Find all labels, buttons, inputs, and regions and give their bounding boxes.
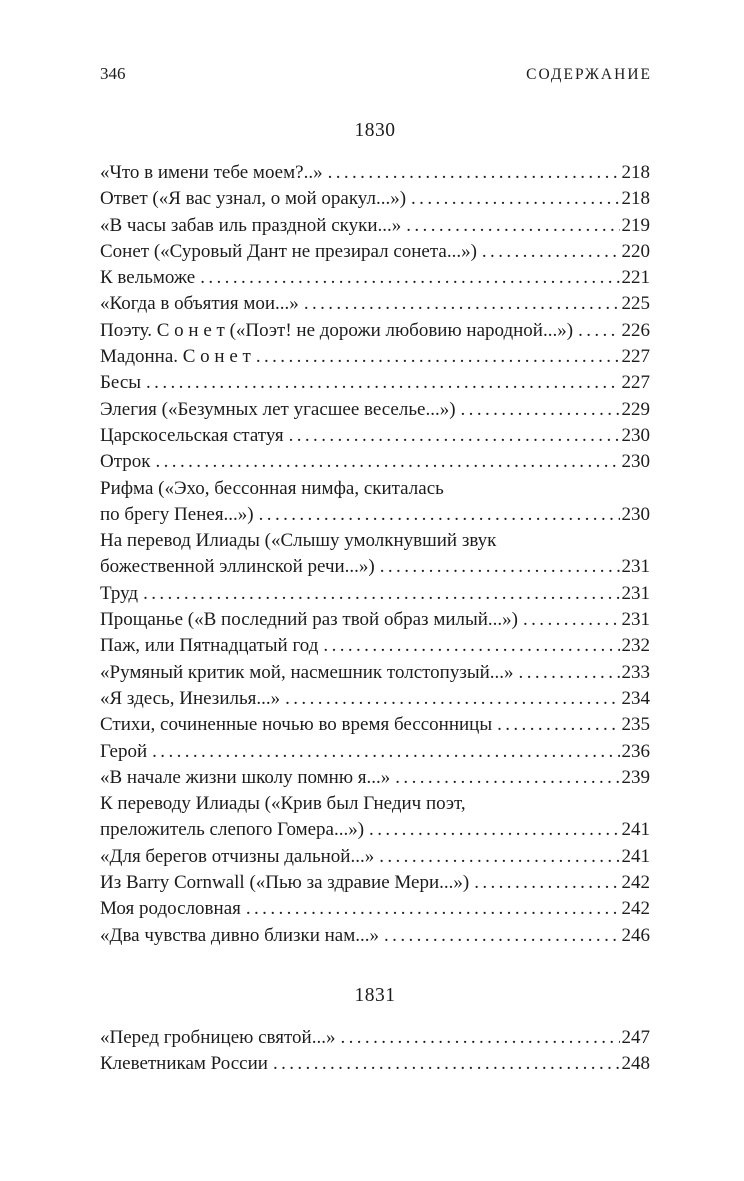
entry-page-number: 246	[621, 924, 650, 946]
toc-entry	[100, 765, 650, 791]
dot-leader	[156, 449, 620, 475]
toc-entry	[100, 660, 650, 686]
page-header	[100, 64, 650, 84]
toc-entry-row	[100, 686, 650, 712]
entry-page-number: 248	[621, 1053, 650, 1075]
entries-list	[100, 160, 650, 949]
toc-entry-row	[100, 896, 650, 922]
entry-page-number: 227	[621, 372, 650, 394]
entry-page-number: 233	[621, 661, 650, 683]
toc-entry	[100, 265, 650, 291]
toc-entry	[100, 186, 650, 212]
entry-page-number: 219	[621, 214, 650, 236]
toc-entry-text: по брегу Пенея...»)	[100, 503, 254, 525]
toc-entry-row	[100, 265, 650, 291]
dot-leader	[273, 1051, 620, 1077]
toc-entry-text: «Я здесь, Инезилья...»	[100, 687, 281, 709]
toc-entry	[100, 791, 650, 844]
entry-page-number: 236	[621, 740, 650, 762]
toc-entry	[100, 423, 650, 449]
toc-entry-row	[100, 397, 650, 423]
toc-entry-text: Труд	[100, 582, 139, 604]
entry-page-number: 242	[621, 898, 650, 920]
toc-entry-text: «Два чувства дивно близки нам...»	[100, 924, 380, 946]
toc-entry-text: Отрок	[100, 451, 151, 473]
year-heading: 1831	[354, 984, 396, 1006]
toc-entry-text: Паж, или Пятнадцатый год	[100, 635, 319, 657]
entry-page-number: 242	[621, 872, 650, 894]
entry-page-number: 231	[621, 556, 650, 578]
toc-entry-row	[100, 344, 650, 370]
dot-leader	[369, 817, 619, 843]
toc-entry-row	[100, 844, 650, 870]
toc-entry-text: «В часы забав иль праздной скуки...»	[100, 214, 402, 236]
toc-entry	[100, 528, 650, 581]
toc-entry	[100, 712, 650, 738]
toc-entry-row	[100, 765, 650, 791]
toc-entry-text: На перевод Илиады («Слышу умолкнувший звук	[100, 530, 497, 552]
toc-entry-row	[100, 581, 650, 607]
entry-page-number: 231	[621, 609, 650, 631]
toc-entry	[100, 160, 650, 186]
toc-entry	[100, 344, 650, 370]
dot-leader	[323, 633, 619, 659]
toc-entry-text: «В начале жизни школу помню я...»	[100, 766, 391, 788]
dot-leader	[497, 712, 619, 738]
toc-entry	[100, 923, 650, 949]
toc-entry-row	[100, 1051, 650, 1077]
toc-entry	[100, 370, 650, 396]
toc-entry-row	[100, 423, 650, 449]
dot-leader	[256, 344, 620, 370]
dot-leader	[578, 318, 619, 344]
toc-entry	[100, 318, 650, 344]
toc-entry-row	[100, 1025, 650, 1051]
page-number: 346	[100, 64, 126, 83]
dot-leader	[146, 370, 619, 396]
entry-page-number: 229	[621, 398, 650, 420]
dot-leader	[379, 844, 619, 870]
toc-entry-text: «Когда в объятия мои...»	[100, 293, 299, 315]
entry-page-number: 220	[621, 240, 650, 262]
dot-leader	[380, 554, 620, 580]
running-title: СОДЕРЖАНИЕ	[526, 66, 652, 83]
toc-entry	[100, 607, 650, 633]
dot-leader	[482, 239, 620, 265]
dot-leader	[340, 1025, 619, 1051]
entry-page-number: 232	[621, 635, 650, 657]
toc-entry-row	[100, 739, 650, 765]
dot-leader	[461, 397, 620, 423]
dot-leader	[285, 686, 619, 712]
toc-entry-text: преложитель слепого Гомера...»)	[100, 819, 365, 841]
toc-entry-text: Стихи, сочиненные ночью во время бессонницы	[100, 714, 493, 736]
entry-page-number: 221	[621, 267, 650, 289]
toc-entry	[100, 686, 650, 712]
toc-entry	[100, 397, 650, 423]
toc-entry-row	[100, 554, 650, 580]
toc-entry-text: «Перед гробницею святой...»	[100, 1026, 336, 1048]
toc-entry-row	[100, 660, 650, 686]
toc-entry	[100, 1025, 650, 1051]
toc-entry-row	[100, 817, 650, 843]
entry-page-number: 241	[621, 819, 650, 841]
toc-entry-text: «Что в имени тебе моем?..»	[100, 162, 323, 183]
entry-page-number: 230	[621, 451, 650, 473]
dot-leader	[395, 765, 619, 791]
entry-page-number: 235	[621, 714, 650, 736]
entry-page-number: 226	[621, 319, 650, 341]
toc-entry-text: Рифма («Эхо, бессонная нимфа, скиталась	[100, 477, 444, 499]
toc-entry-text: К переводу Илиады («Крив был Гнедич поэт,	[100, 793, 466, 815]
entry-page-number: 218	[621, 188, 650, 210]
year-heading: 1830	[354, 120, 396, 141]
toc-entry-row	[100, 712, 650, 738]
toc-entry	[100, 291, 650, 317]
entry-page-number: 234	[621, 687, 650, 709]
entry-page-number: 225	[621, 293, 650, 315]
toc-entry-row	[100, 213, 650, 239]
dot-leader	[519, 660, 620, 686]
dot-leader	[246, 896, 620, 922]
dot-leader	[143, 581, 619, 607]
entry-page-number: 218	[621, 162, 650, 183]
toc-entry	[100, 739, 650, 765]
toc-entry-text: Мадонна. С о н е т	[100, 346, 251, 368]
toc-entry-row	[100, 186, 650, 212]
toc-entry-row	[100, 923, 650, 949]
toc-entry-row	[100, 160, 650, 186]
toc-entry-text: Сонет («Суровый Дант не презирал сонета...»)	[100, 240, 477, 262]
dot-leader	[304, 291, 620, 317]
toc-entry-row	[100, 291, 650, 317]
dot-leader	[200, 265, 619, 291]
toc-entry-text: Царскосельская статуя	[100, 424, 284, 446]
toc-entry	[100, 449, 650, 475]
toc-entry-text: К вельможе	[100, 267, 196, 289]
dot-leader	[259, 502, 620, 528]
dot-leader	[152, 739, 619, 765]
dot-leader	[411, 186, 619, 212]
entry-page-number: 241	[621, 845, 650, 867]
toc-entry-text: Элегия («Безумных лет угасшее веселье...»)	[100, 398, 456, 420]
toc-entry	[100, 239, 650, 265]
toc-entry-row	[100, 239, 650, 265]
toc-entry	[100, 1051, 650, 1077]
entries-list	[100, 1025, 650, 1078]
toc-sections	[100, 120, 650, 1078]
toc-entry-text: «Румяный критик мой, насмешник толстопузый...»	[100, 661, 514, 683]
toc-entry-text: Герой	[100, 740, 148, 762]
dot-leader	[328, 160, 620, 186]
toc-entry	[100, 844, 650, 870]
dot-leader	[406, 213, 619, 239]
toc-entry-text: Поэту. С о н е т («Поэт! не дорожи любовию народной...»)	[100, 319, 574, 341]
toc-entry-text: Клеветникам России	[100, 1053, 268, 1075]
toc-entry-row	[100, 633, 650, 659]
dot-leader	[289, 423, 620, 449]
entry-page-number: 247	[621, 1026, 650, 1048]
toc-entry-row	[100, 449, 650, 475]
toc-entry-text: Ответ («Я вас узнал, о мой оракул...»)	[100, 188, 407, 210]
toc-entry-text: Прощанье («В последний раз твой образ милый...»)	[100, 609, 518, 631]
toc-entry-row	[100, 870, 650, 896]
toc-entry-text: Моя родословная	[100, 898, 241, 920]
toc-entry	[100, 633, 650, 659]
entry-page-number: 239	[621, 766, 650, 788]
entry-page-number: 230	[621, 503, 650, 525]
toc-entry-text: Из Barry Cornwall («Пью за здравие Мери...»)	[100, 872, 470, 894]
toc-entry-row	[100, 370, 650, 396]
toc-entry-row	[100, 607, 650, 633]
toc-entry	[100, 896, 650, 922]
toc-entry-text: божественной эллинской речи...»)	[100, 556, 375, 578]
dot-leader	[474, 870, 619, 896]
toc-entry	[100, 870, 650, 896]
toc-entry	[100, 581, 650, 607]
entry-page-number: 227	[621, 346, 650, 368]
toc-entry-text: «Для берегов отчизны дальной...»	[100, 845, 375, 867]
toc-entry	[100, 213, 650, 239]
dot-leader	[523, 607, 620, 633]
toc-entry-row	[100, 318, 650, 344]
toc-entry-row	[100, 502, 650, 528]
dot-leader	[384, 923, 619, 949]
entry-page-number: 230	[621, 424, 650, 446]
toc-entry-text: Бесы	[100, 372, 142, 394]
toc-entry	[100, 476, 650, 529]
entry-page-number: 231	[621, 582, 650, 604]
